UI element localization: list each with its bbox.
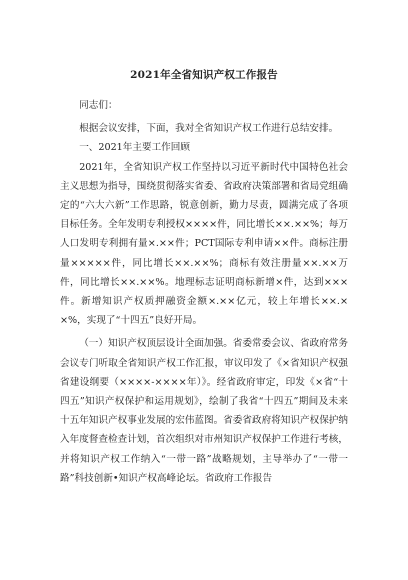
paragraph-top-level-design: （一）知识产权顶层设计全面加强。省委常委会议、省政府常务会议专门听取全省知识产权工作汇报，审议印发了《×省知识产权强省建设纲要（××××-××××年）》。经省政府审定，印发《×省“十四五”知识产权保护和运用规划》，绘制了我省“十四五”期间及未来十五年知识产权事业发展的宏伟蓝图。省委省政府将知识产权保护纳入年度督查检查计划，首次组织对市州知识产权保护工作进行考核，并将知识产权工作纳入“一带一路”战略规划，主导举办了“一带一路”科技创新•知识产权高峰论坛。省政府工作报告 <box>60 338 348 484</box>
salutation: 同志们： <box>79 100 118 111</box>
paragraph-summary: 2021年，全省知识产权工作坚持以习近平新时代中国特色社会主义思想为指导，围绕贯彻落实省委、省政府决策部署和省局党组确定的“六大六新”工作思路，锐意创新，勤力尽责，圆满完成了各项目标任务。全年发明专利授权××××件，同比增长××.××%；每万人口发明专利拥有量×.××件；PCT国际专利申请××件。商标注册量×××××件，同比增长××.××%；商标有效注册量××.××万件，同比增长××.××%。地理标志证明商标新增×件，达到×××件。新增知识产权质押融资金额×.××亿元，较上年增长××.××%，实现了“十四五”良好开局。 <box>60 161 348 327</box>
paragraph-intro: 根据会议安排，下面，我对全省知识产权工作进行总结安排。 <box>79 123 339 135</box>
section-heading: 一、2021年主要工作回顾 <box>79 142 190 154</box>
document-title: 2021年全省知识产权工作报告 <box>130 69 278 81</box>
